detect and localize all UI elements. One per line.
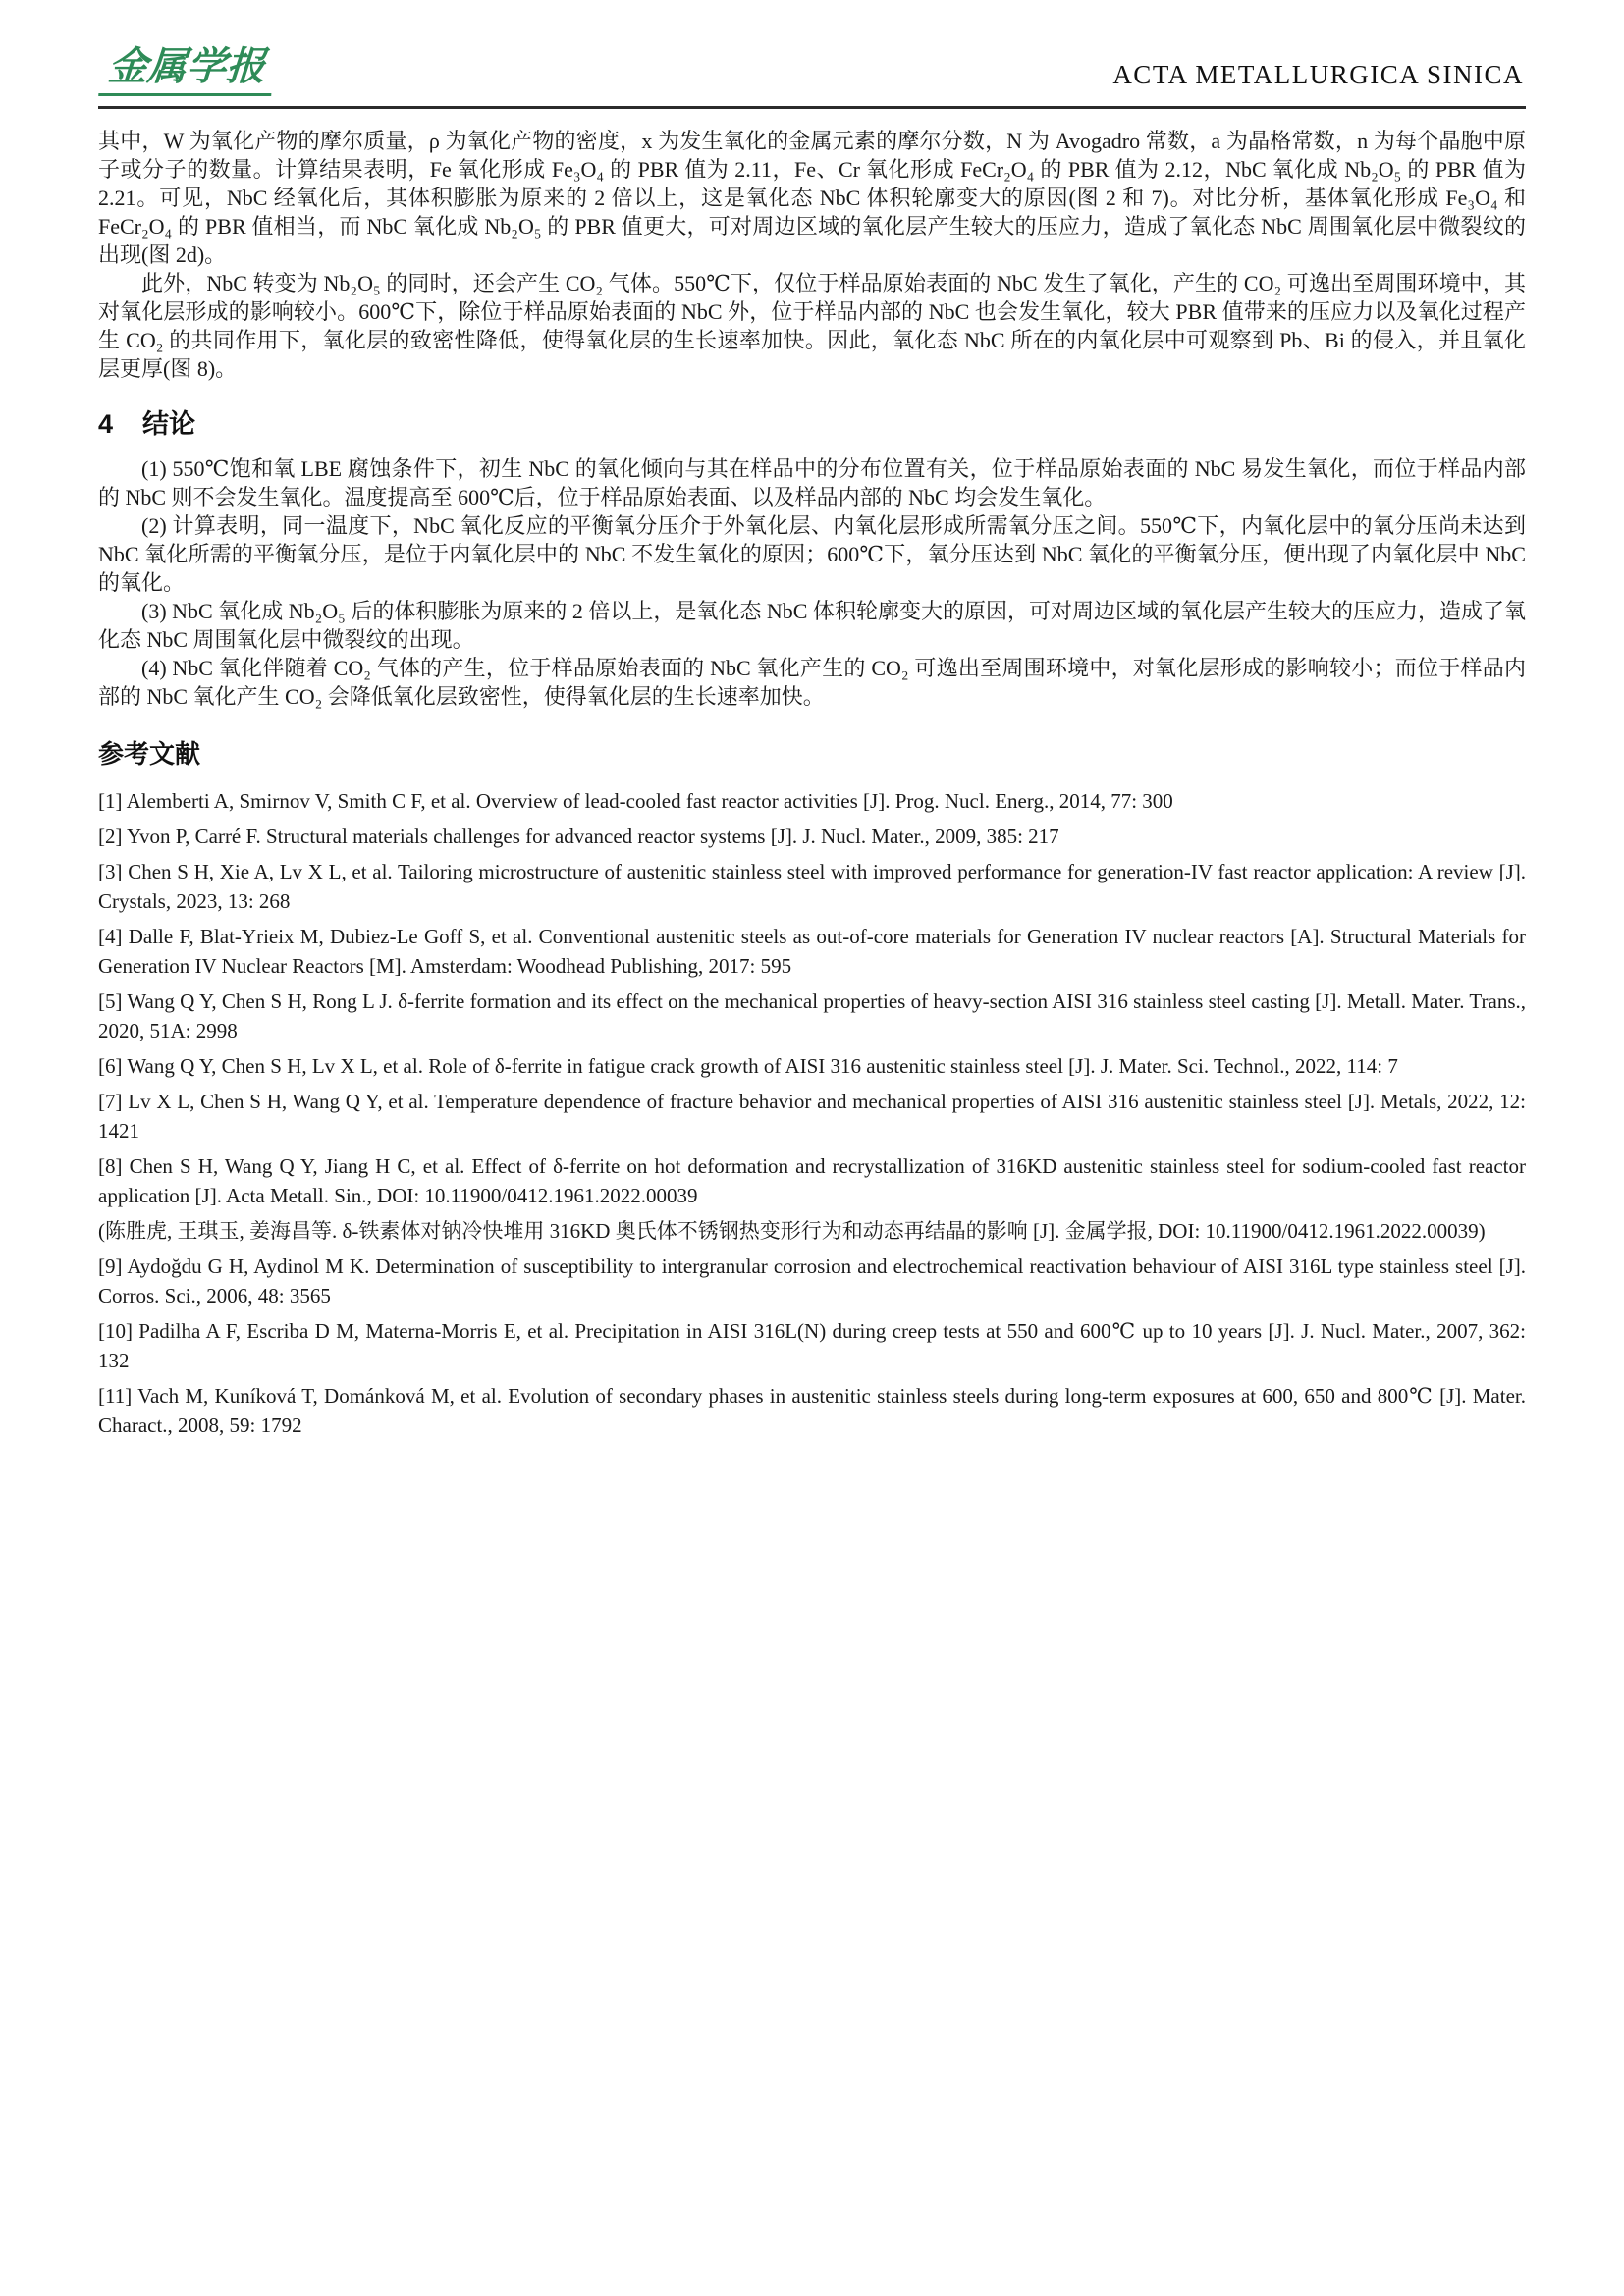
conclusions-heading bbox=[98, 402, 1526, 441]
reference-entry: [9] Aydoğdu G H, Aydinol M K. Determination of susceptibility to intergranular corrosion and electrochemical reactivation behaviour of AISI 316L type stainless steel [J]. Corros. Sci., 2006, 48: 3565 bbox=[98, 1255, 1526, 1308]
reference-entry: [11] Vach M, Kuníková T, Dománková M, et al. Evolution of secondary phases in austenitic stainless steels during long-term exposures at 600, 650 and 800℃ [J]. Mater. Charact., 2008, 59: 1792 bbox=[98, 1384, 1526, 1437]
reference-list bbox=[98, 786, 1526, 1440]
reference-entry: [10] Padilha A F, Escriba D M, Materna-Morris E, et al. Precipitation in AISI 316L(N) during creep tests at 550 and 600℃ up to 10 years [J]. J. Nucl. Mater., 2007, 362: 132 bbox=[98, 1319, 1526, 1372]
reference-entry: [1] Alemberti A, Smirnov V, Smith C F, et al. Overview of lead-cooled fast reactor activities [J]. Prog. Nucl. Energ., 2014, 77: 300 bbox=[98, 789, 1173, 813]
reference-entry: [6] Wang Q Y, Chen S H, Lv X L, et al. Role of δ-ferrite in fatigue crack growth of AISI 316 austenitic stainless steel [J]. J. Mater. Sci. Technol., 2022, 114: 7 bbox=[98, 1054, 1398, 1078]
reference-entry: [7] Lv X L, Chen S H, Wang Q Y, et al. Temperature dependence of fracture behavior and mechanical properties of AISI 316 austenitic stainless steel [J]. Metals, 2022, 12: 1421 bbox=[98, 1090, 1526, 1143]
reference-entry: [8] Chen S H, Wang Q Y, Jiang H C, et al. Effect of δ-ferrite on hot deformation and recrystallization of 316KD austenitic stainless steel for sodium-cooled fast reactor application [J]. Acta Metall. Sin., DOI: 10.11900/0412.1961.2022.00039 bbox=[98, 1154, 1526, 1207]
reference-entry: [4] Dalle F, Blat-Yrieix M, Dubiez-Le Goff S, et al. Conventional austenitic steels as out-of-core materials for Generation IV nuclear reactors [A]. Structural Materials for Generation IV Nuclear Reactors [M]. Amsterdam: Woodhead Publishing, 2017: 595 bbox=[98, 925, 1526, 978]
conclusion-item-3: (3) NbC 氧化成 Nb₂O₅ 后的体积膨胀为原来的 2 倍以上，是氧化态 NbC 体积轮廓变大的原因，可对周边区域的氧化层产生较大的压应力，造成了氧化态 NbC 周围氧化层中微裂纹的出现。 bbox=[98, 599, 1526, 652]
body-paragraph-2: 此外，NbC 转变为 Nb₂O₅ 的同时，还会产生 CO₂ 气体。550℃下，仅位于样品原始表面的 NbC 发生了氧化，产生的 CO₂ 可逸出至周围环境中，其对氧化层形成的影响较小。600℃下，除位于样品原始表面的 NbC 外，位于样品内部的 NbC 也会发生氧化，较大 PBR 值带来的压应力以及氧化过程产生 CO₂ 的共同作用下，氧化层的致密性降低，使得氧化层的生长速率加快。因此，氧化态 NbC 所在的内氧化层中可观察到 Pb、Bi 的侵入，并且氧化层更厚(图 8)。 bbox=[98, 271, 1526, 381]
reference-entry: [3] Chen S H, Xie A, Lv X L, et al. Tailoring microstructure of austenitic stainless steel with improved performance for generation-IV fast reactor application: A review [J]. Crystals, 2023, 13: 268 bbox=[98, 860, 1526, 913]
article-body bbox=[98, 127, 1526, 1440]
section-title: 结论 bbox=[142, 409, 196, 439]
conclusion-item-1: (1) 550℃饱和氧 LBE 腐蚀条件下，初生 NbC 的氧化倾向与其在样品中的分布位置有关，位于样品原始表面的 NbC 易发生氧化，而位于样品内部的 NbC 则不会发生氧化。温度提高至 600℃后，位于样品原始表面、以及样品内部的 NbC 均会发生氧化。 bbox=[98, 456, 1526, 509]
reference-entry: [5] Wang Q Y, Chen S H, Rong L J. δ-ferrite formation and its effect on the mechanical properties of heavy-section AISI 316 stainless steel casting [J]. Metall. Mater. Trans., 2020, 51A: 2998 bbox=[98, 989, 1526, 1042]
section-number: 4 bbox=[98, 409, 114, 439]
references-heading: 参考文献 bbox=[98, 739, 201, 769]
header-divider bbox=[98, 106, 1526, 109]
journal-logo bbox=[100, 45, 273, 96]
journal-title-english: ACTA METALLURGICA SINICA bbox=[1112, 60, 1524, 89]
reference-entry: [2] Yvon P, Carré F. Structural materials challenges for advanced reactor systems [J]. J. Nucl. Mater., 2009, 385: 217 bbox=[98, 825, 1059, 848]
conclusion-item-4: (4) NbC 氧化伴随着 CO₂ 气体的产生，位于样品原始表面的 NbC 氧化产生的 CO₂ 可逸出至周围环境中，对氧化层形成的影响较小；而位于样品内部的 NbC 氧化产生 CO₂ 会降低氧化层致密性，使得氧化层的生长速率加快。 bbox=[98, 656, 1526, 709]
body-paragraph-1: 其中，W 为氧化产物的摩尔质量，ρ 为氧化产物的密度，x 为发生氧化的金属元素的摩尔分数，N 为 Avogadro 常数，a 为晶格常数，n 为每个晶胞中原子或分子的数量。计算结果表明，Fe 氧化形成 Fe₃O₄ 的 PBR 值为 2.11，Fe、Cr 氧化形成 FeCr₂O₄ 的 PBR 值为 2.12，NbC 氧化成 Nb₂O₅ 的 PBR 值为 2.21。可见，NbC 经氧化后，其体积膨胀为原来的 2 倍以上，这是氧化态 NbC 体积轮廓变大的原因(图 2 和 7)。对比分析，基体氧化形成 Fe₃O₄ 和 FeCr₂O₄ 的 PBR 值相当，而 NbC 氧化成 Nb₂O₅ 的 PBR 值更大，可对周边区域的氧化层产生较大的压应力，造成了氧化态 NbC 周围氧化层中微裂纹的出现(图 2d)。 bbox=[98, 129, 1526, 267]
journal-logo-text: 金属学报 bbox=[98, 45, 275, 96]
journal-header bbox=[98, 45, 1526, 100]
reference-entry-chinese-translation: (陈胜虎, 王琪玉, 姜海昌等. δ-铁素体对钠冷快堆用 316KD 奥氏体不锈钢热变形行为和动态再结晶的影响 [J]. 金属学报, DOI: 10.11900/0412.1961.2022.00039) bbox=[98, 1219, 1486, 1243]
conclusion-item-2: (2) 计算表明，同一温度下，NbC 氧化反应的平衡氧分压介于外氧化层、内氧化层形成所需氧分压之间。550℃下，内氧化层中的氧分压尚未达到 NbC 氧化所需的平衡氧分压，是位于内氧化层中的 NbC 不发生氧化的原因；600℃下，氧分压达到 NbC 氧化的平衡氧分压，便出现了内氧化层中 NbC 的氧化。 bbox=[98, 513, 1526, 595]
